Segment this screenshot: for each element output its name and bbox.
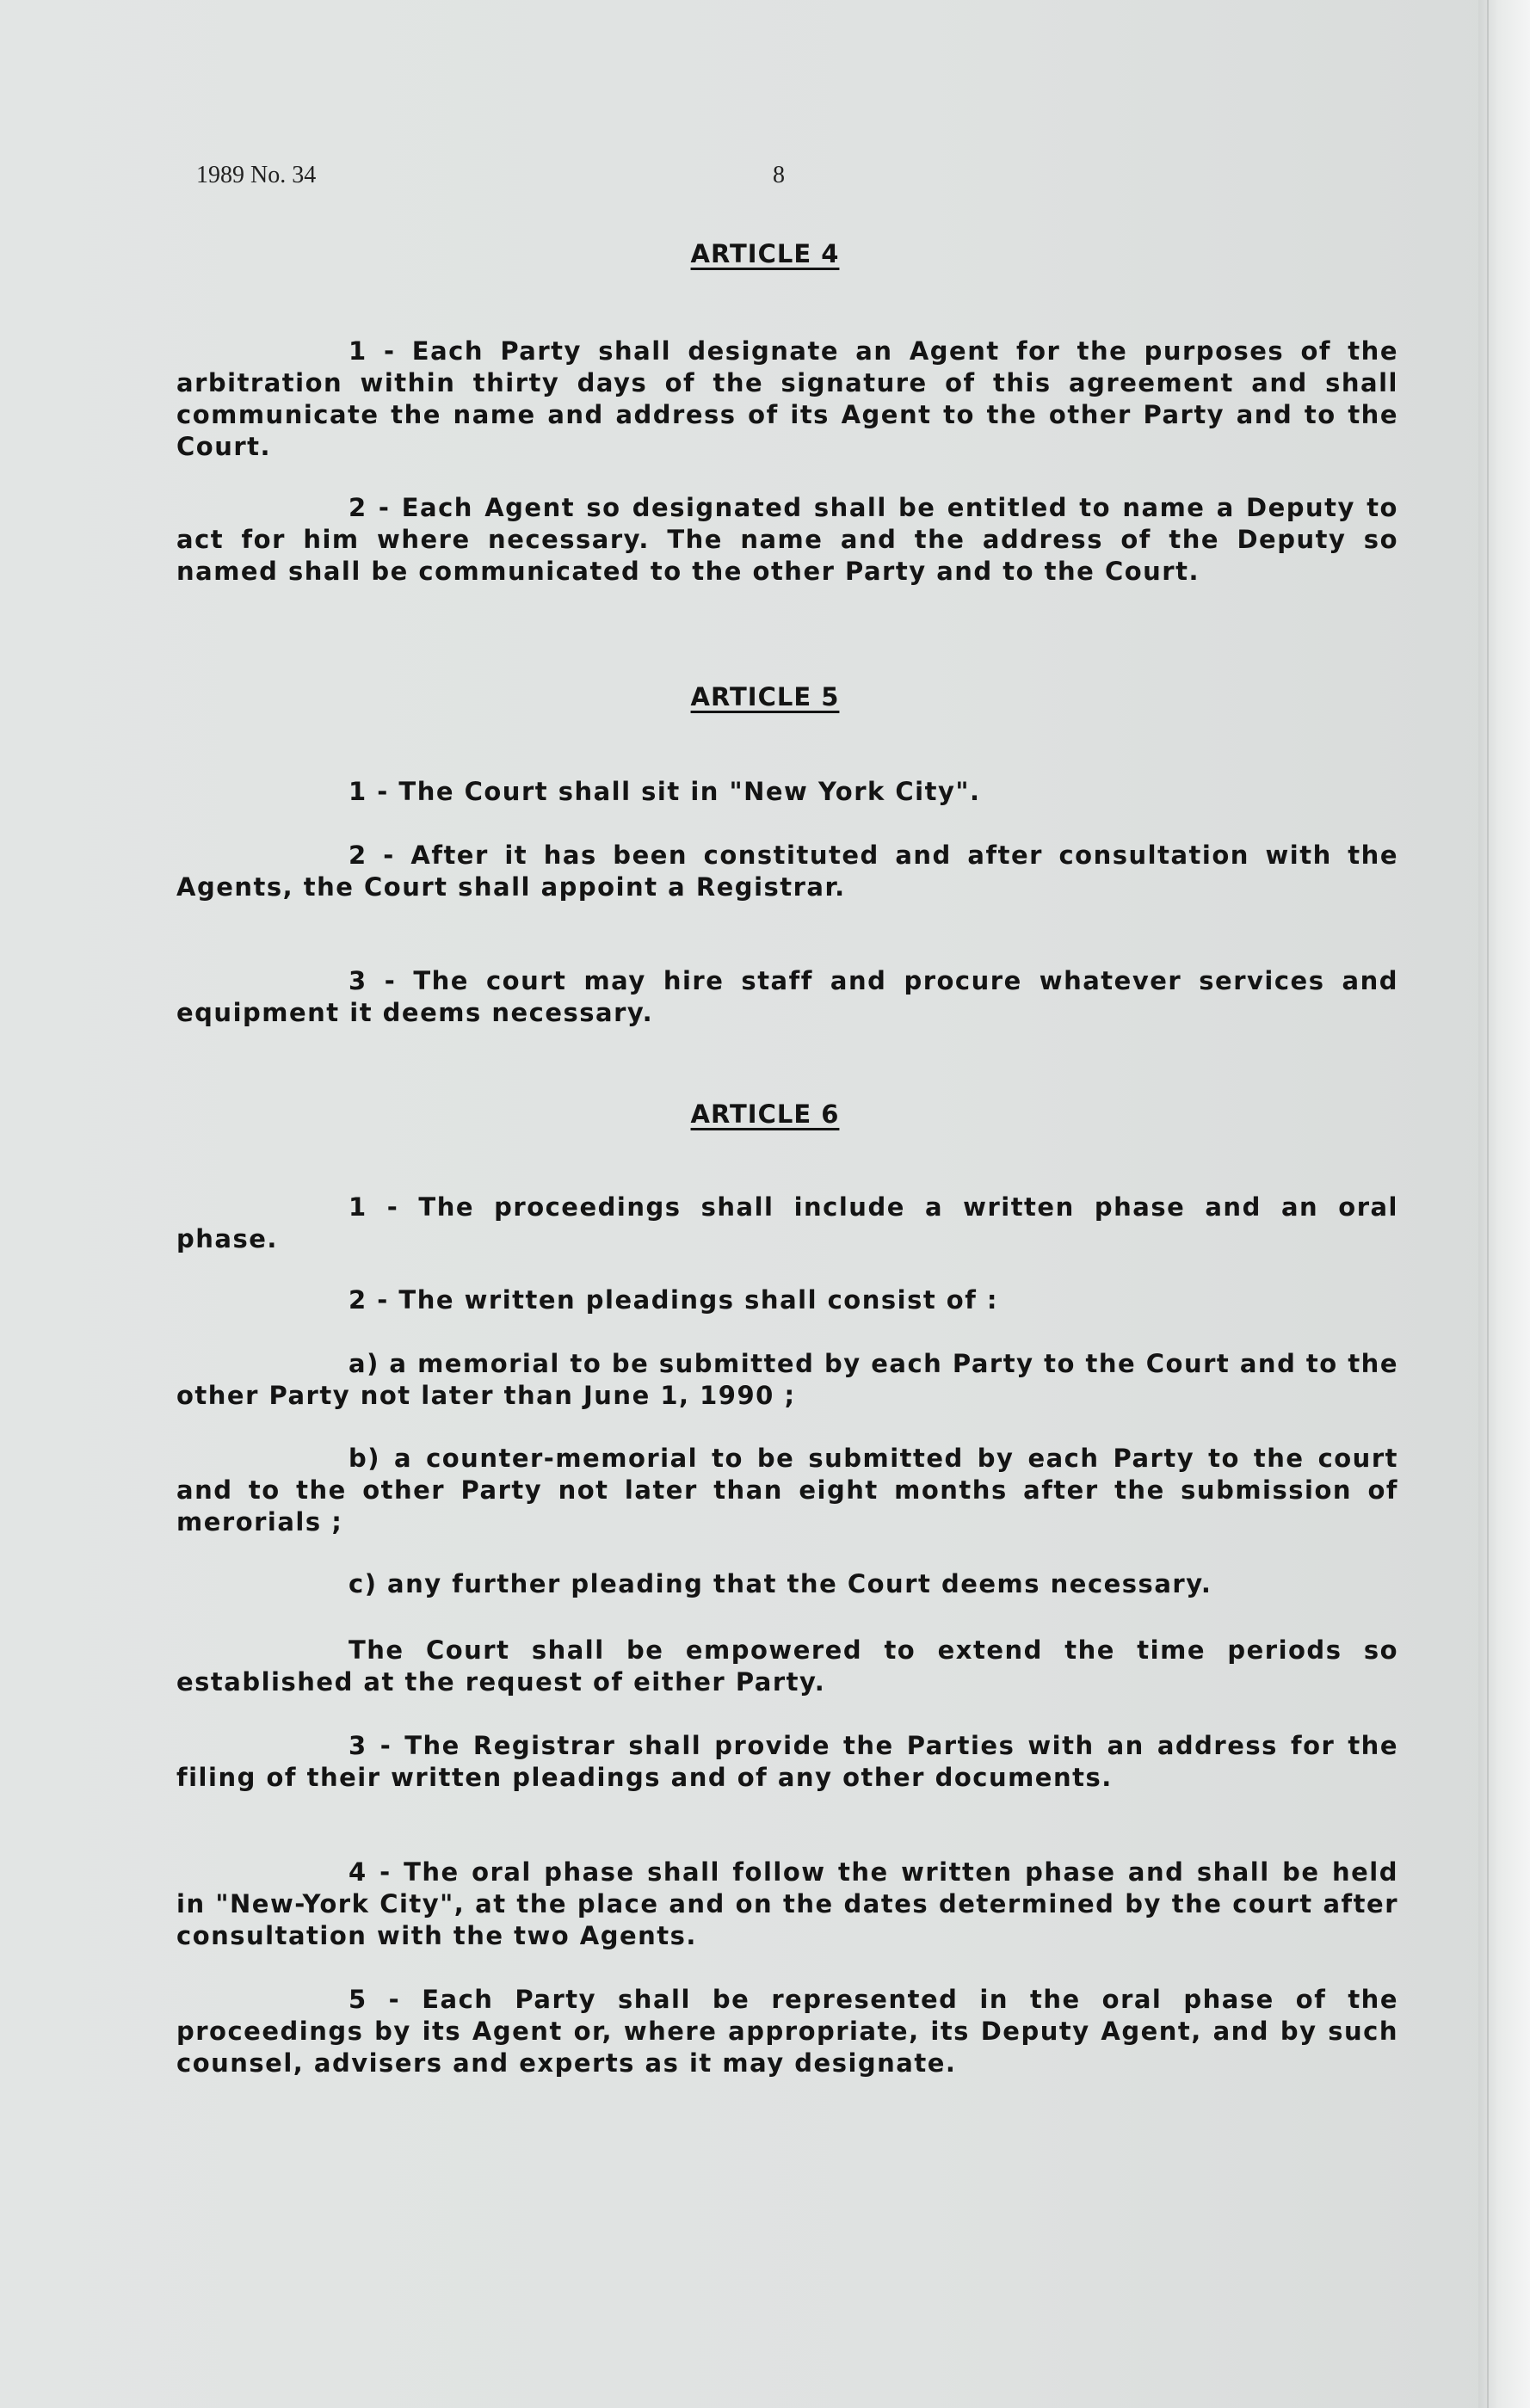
article-4-paragraph-2: 2 - Each Agent so designated shall be entitled to name a Deputy to act for him where necessary. The name and the address of the Deputy so named shall be communicated to the other Party and to the Court. xyxy=(176,493,1398,586)
page-number: 8 xyxy=(773,162,785,188)
article-4-heading: ARTICLE 4 xyxy=(690,239,840,268)
article-6-item-b: b) a counter-memorial to be submitted by each Party to the court and to the other Party not later than eight months after the submission of merorials ; xyxy=(176,1444,1398,1537)
article-4-paragraph-1: 1 - Each Party shall designate an Agent for the purposes of the arbitration within thirty days of the signature of this agreement and shall communicate the name and address of its Agent to the other Party and to the Court. xyxy=(176,336,1398,461)
article-6-paragraph-3: 3 - The Registrar shall provide the Parties with an address for the filing of their written pleadings and of any other documents. xyxy=(176,1731,1398,1792)
page-edge xyxy=(1478,0,1530,2408)
article-5-paragraph-3: 3 - The court may hire staff and procure whatever services and equipment it deems necessary. xyxy=(176,966,1398,1027)
article-6-paragraph-2: 2 - The written pleadings shall consist of : xyxy=(349,1285,999,1315)
article-5-heading: ARTICLE 5 xyxy=(690,682,840,711)
article-5-paragraph-2: 2 - After it has been constituted and after consultation with the Agents, the Court shall appoint a Registrar. xyxy=(176,841,1398,902)
article-6-paragraph-5: 5 - Each Party shall be represented in the oral phase of the proceedings by its Agent or, where appropriate, its Deputy Agent, and by such counsel, advisers and experts as it may designate. xyxy=(176,1985,1398,2078)
article-6-paragraph-1: 1 - The proceedings shall include a written phase and an oral phase. xyxy=(176,1192,1398,1253)
article-6-item-a: a) a memorial to be submitted by each Party to the Court and to the other Party not later than June 1, 1990 ; xyxy=(176,1349,1398,1410)
article-6-time-periods: The Court shall be empowered to extend the time periods so established at the request of either Party. xyxy=(176,1635,1398,1697)
article-6-item-c: c) any further pleading that the Court deems necessary. xyxy=(349,1569,1212,1598)
article-5-paragraph-1: 1 - The Court shall sit in "New York City". xyxy=(349,777,981,806)
document-reference: 1989 No. 34 xyxy=(196,162,317,188)
article-6-heading: ARTICLE 6 xyxy=(690,1099,840,1129)
article-6-paragraph-4: 4 - The oral phase shall follow the written phase and shall be held in "New-York City", at the place and on the dates determined by the court after consultation with the two Agents. xyxy=(176,1857,1398,1950)
